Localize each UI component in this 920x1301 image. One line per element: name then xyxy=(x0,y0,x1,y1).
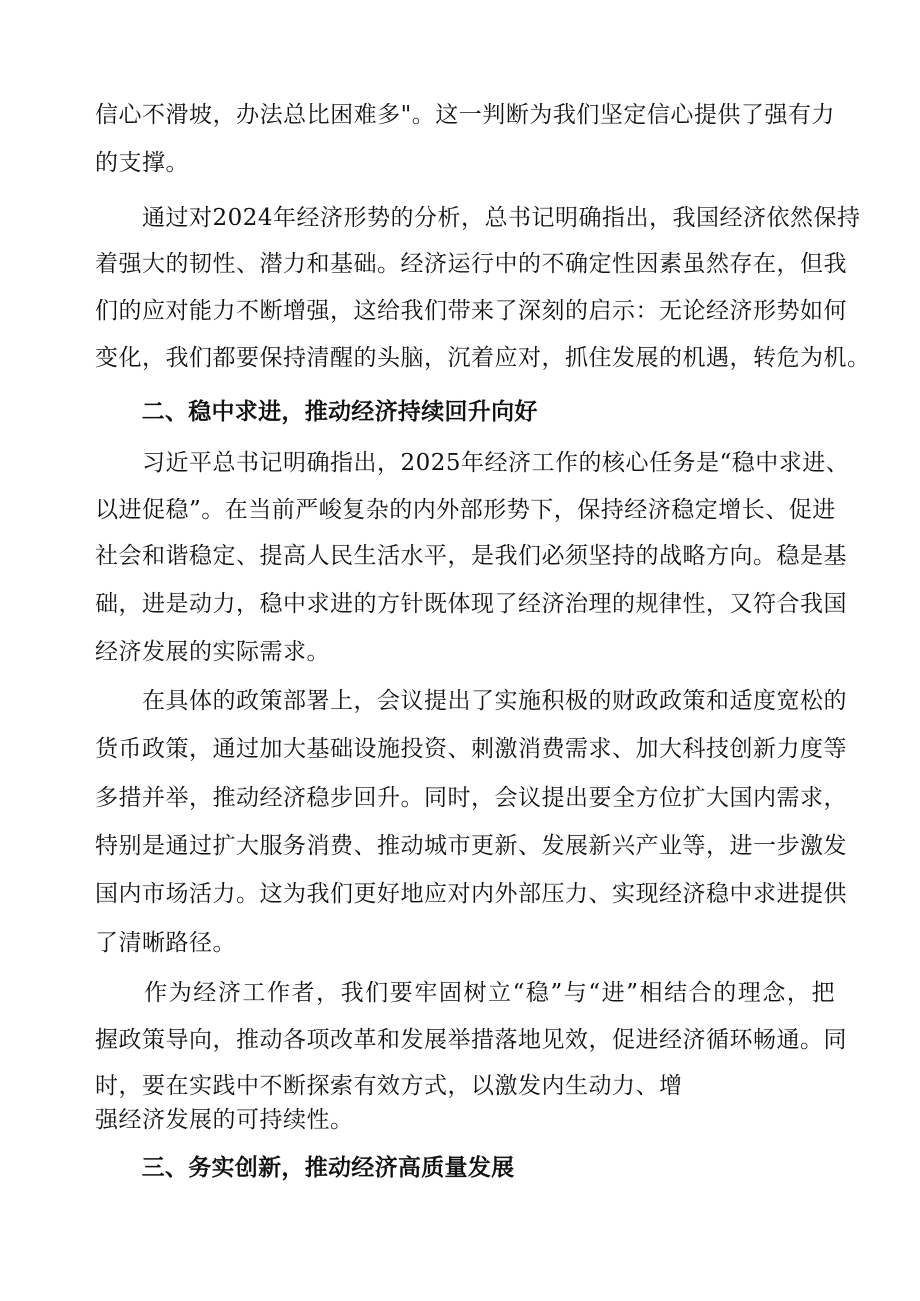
text-line: 国内市场活力。这为我们更好地应对内外部压力、实现经济稳中求进提供 xyxy=(95,881,847,907)
text-line: 社会和谐稳定、提高人民生活水平，是我们必须坚持的战略方向。稳是基 xyxy=(95,543,847,569)
section-heading: 三、务实创新，推动经济高质量发展 xyxy=(95,1155,515,1181)
section-heading: 二、稳中求进，推动经济持续回升向好 xyxy=(95,399,538,425)
text-line: 通过对2024年经济形势的分析，总书记明确指出，我国经济依然保持 xyxy=(95,205,861,231)
text-line: 了清晰路径。 xyxy=(95,930,236,956)
text-line: 变化，我们都要保持清醒的头脑，沉着应对，抓住发展的机遇，转危为机。 xyxy=(95,345,871,371)
text-line: 作为经济工作者，我们要牢固树立“稳”与“进”相结合的理念，把 xyxy=(95,980,835,1006)
text-line: 们的应对能力不断增强，这给我们带来了深刻的启示：无论经济形势如何 xyxy=(95,298,847,324)
text-line: 特别是通过扩大服务消费、推动城市更新、发展新兴产业等，进一步激发 xyxy=(95,833,847,859)
text-line: 在具体的政策部署上，会议提出了实施积极的财政政策和适度宽松的 xyxy=(95,688,847,714)
text-line: 多措并举，推动经济稳步回升。同时，会议提出要全方位扩大国内需求， xyxy=(95,785,847,811)
text-line: 经济发展的实际需求。 xyxy=(95,639,330,665)
text-line: 握政策导向，推动各项改革和发展举措落地见效，促进经济循环畅通。同 xyxy=(95,1027,847,1053)
text-line: 础，进是动力，稳中求进的方针既体现了经济治理的规律性，又符合我国 xyxy=(95,591,847,617)
text-line: 着强大的韧性、潜力和基础。经济运行中的不确定性因素虽然存在，但我 xyxy=(95,251,847,277)
text-line: 以进促稳”。在当前严峻复杂的内外部形势下，保持经济稳定增长、促进 xyxy=(95,497,836,523)
text-line: 货币政策，通过加大基础设施投资、刺激消费需求、加大科技创新力度等 xyxy=(95,736,847,762)
text-line: 时，要在实践中不断探索有效方式，以激发内生动力、增 xyxy=(95,1073,683,1099)
text-line: 强经济发展的可持续性。 xyxy=(95,1107,354,1133)
text-line: 的支撑。 xyxy=(95,150,189,176)
text-line: 信心不滑坡，办法总比困难多"。这一判断为我们坚定信心提供了强有力 xyxy=(95,102,835,128)
text-line: 习近平总书记明确指出，2025年经济工作的核心任务是“稳中求进、 xyxy=(95,450,850,476)
